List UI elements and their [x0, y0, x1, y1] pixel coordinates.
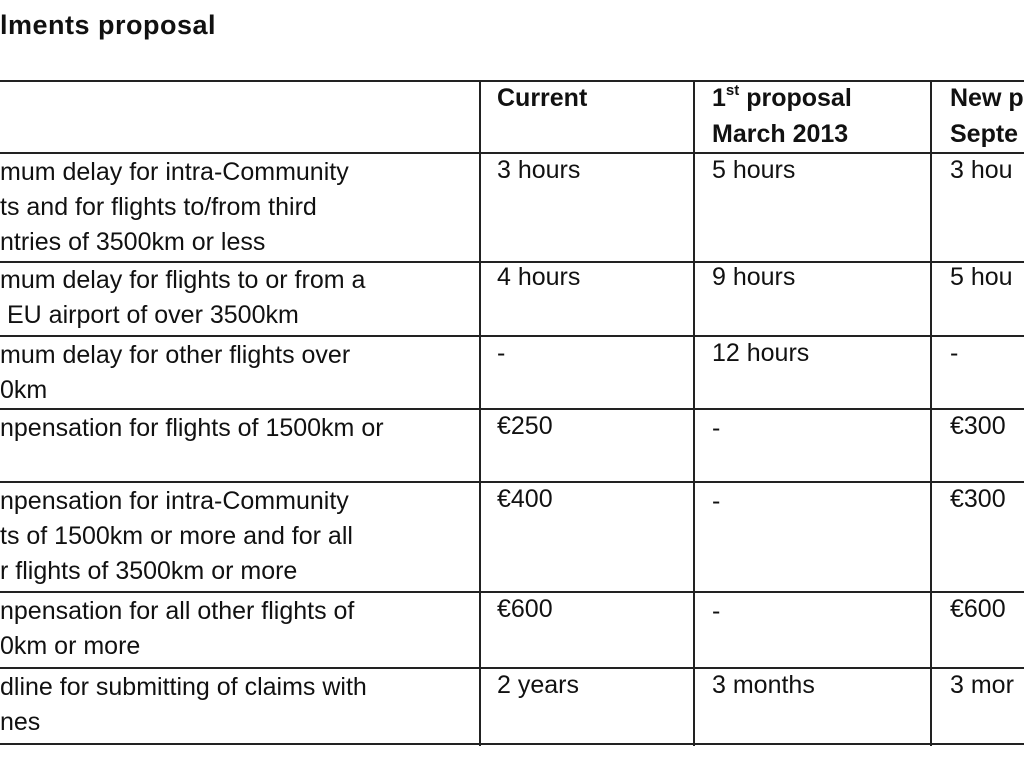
desc-line: ts of 1500km or more and for all — [0, 522, 353, 550]
desc-line: mum delay for other flights over — [0, 341, 351, 369]
cell-current: 2 years — [497, 671, 579, 699]
cell-new-proposal: 3 hou — [950, 156, 1013, 184]
cell-new-proposal: - — [950, 339, 959, 367]
column-header-current: Current — [497, 84, 588, 112]
desc-line: dline for submitting of claims with — [0, 673, 367, 701]
header-new-line2: Septe — [950, 120, 1019, 148]
desc-line: ts and for flights to/from third — [0, 193, 317, 221]
table-column-divider — [693, 80, 695, 746]
cell-current: 3 hours — [497, 156, 581, 184]
desc-line: npensation for all other flights of — [0, 597, 355, 625]
desc-line: 0km — [0, 376, 48, 404]
column-header-new-proposal — [950, 80, 1024, 152]
cell-current: €250 — [497, 412, 553, 440]
table-bottom-border — [0, 743, 1024, 745]
row-description — [0, 155, 349, 260]
section-heading: lments proposal — [0, 10, 217, 40]
table-column-divider — [479, 80, 481, 746]
desc-line: nes — [0, 708, 41, 736]
desc-line: ntries of 3500km or less — [0, 228, 266, 256]
cell-first-proposal: - — [712, 597, 721, 625]
desc-line: mum delay for flights to or from a — [0, 266, 366, 294]
cell-new-proposal: €300 — [950, 485, 1006, 513]
table-column-divider — [930, 80, 932, 746]
row-description — [0, 338, 350, 408]
cell-first-proposal: 9 hours — [712, 263, 796, 291]
desc-line: EU airport of over 3500km — [7, 301, 299, 329]
header-first-number: 1 — [712, 84, 726, 112]
row-description — [0, 594, 354, 664]
cell-first-proposal: 5 hours — [712, 156, 796, 184]
cell-first-proposal: 3 months — [712, 671, 815, 699]
cell-current: - — [497, 339, 506, 367]
table-row-divider — [0, 335, 1024, 337]
desc-line: npensation for flights of 1500km or — [0, 414, 384, 442]
cell-new-proposal: 5 hou — [950, 263, 1013, 291]
cell-new-proposal: €300 — [950, 412, 1006, 440]
desc-line: mum delay for intra-Community — [0, 158, 349, 186]
cell-first-proposal: 12 hours — [712, 339, 810, 367]
cell-current: €600 — [497, 595, 553, 623]
header-first-date: March 2013 — [712, 120, 849, 148]
cell-first-proposal: - — [712, 487, 721, 515]
desc-line: npensation for intra-Community — [0, 487, 349, 515]
column-header-first-proposal — [712, 80, 852, 152]
cell-new-proposal: €600 — [950, 595, 1006, 623]
row-description — [0, 484, 353, 589]
row-description — [0, 670, 367, 740]
row-description — [0, 411, 384, 446]
desc-line: 0km or more — [0, 632, 141, 660]
header-first-ordinal: st — [725, 82, 740, 99]
header-first-text: proposal — [739, 84, 852, 112]
cell-new-proposal: 3 mor — [950, 671, 1014, 699]
cell-current: 4 hours — [497, 263, 581, 291]
header-new-line1: New p — [950, 84, 1024, 112]
desc-line: r flights of 3500km or more — [0, 557, 298, 585]
cell-first-proposal: - — [712, 414, 721, 442]
row-description — [0, 263, 365, 333]
cell-current: €400 — [497, 485, 553, 513]
